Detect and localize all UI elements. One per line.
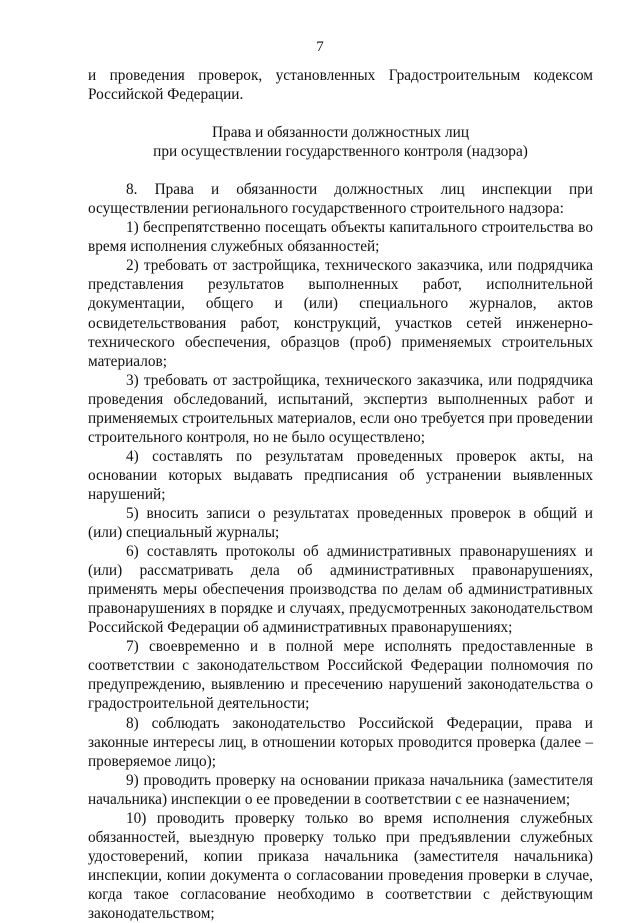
list-item-3: 3) требовать от застройщика, технического заказчика, или подрядчика проведения обследований, испытаний, экспертиз выполненных работ и применяемых строительных материалов, если оно требуется при проведении строительного контроля, но не было осуществлено; [88, 371, 593, 446]
list-item-6: 6) составлять протоколы об административных правонарушениях и (или) рассматривать дела об административных правонарушениях, применять меры обеспечения производства по делам об административных правонарушениях в порядке и случаях, предусмотренных законодательством Российской Федерации об административных правонарушениях; [88, 543, 593, 637]
list-item-10: 10) проводить проверку только во время исполнения служебных обязанностей, выездную проверку только при предъявлении служебных удостоверений, копии приказа начальника (заместителя начальника) инспекции, копии документа о согласовании проведения проверки в случае, когда такое согласование необходимо в соответствии с действующим законодательством; [88, 809, 593, 922]
spacer [88, 104, 593, 123]
document-body [88, 66, 593, 923]
list-item-2: 2) требовать от застройщика, технического заказчика, или подрядчика представления результатов выполненных работ, исполнительной документации, общего и (или) специального журналов, актов освидетельствования работ, конструкций, участков сетей инженерно-технического обеспечения, образцов (проб) применяемых строительных материалов; [88, 257, 593, 370]
list-item-7: 7) своевременно и в полной мере исполнять предоставленные в соответствии с законодательством Российской Федерации полномочия по предупреждению, выявлению и пресечению нарушений законодательства о градостроительной деятельности; [88, 638, 593, 713]
section-title-line-2: при осуществлении государственного контроля (надзора) [153, 143, 528, 161]
list-item-9: 9) проводить проверку на основании приказа начальника (заместителя начальника) инспекции о ее проведении в соответствии с ее назначением; [88, 771, 593, 808]
list-item-1: 1) беспрепятственно посещать объекты капитального строительства во время исполнения служебных обязанностей; [88, 219, 593, 256]
page-number: 7 [316, 39, 324, 55]
section-title-line-1: Права и обязанности должностных лиц [212, 124, 469, 142]
list-item-8: 8) соблюдать законодательство Российской Федерации, права и законные интересы лиц, в отношении которых проводится проверка (далее – проверяемое лицо); [88, 714, 593, 770]
paragraph-8: 8. Права и обязанности должностных лиц инспекции при осуществлении регионального государственного строительного надзора: [88, 181, 593, 218]
list-item-5: 5) вносить записи о результатах проведенных проверок в общий и (или) специальный журналы; [88, 504, 593, 542]
spacer [88, 161, 593, 180]
continuation-paragraph: и проведения проверок, установленных Градостроительным кодексом Российской Федерации. [88, 67, 593, 104]
list-item-4: 4) составлять по результатам проведенных проверок акты, на основании которых выдавать предписания об устранении выявленных нарушений; [88, 447, 593, 503]
